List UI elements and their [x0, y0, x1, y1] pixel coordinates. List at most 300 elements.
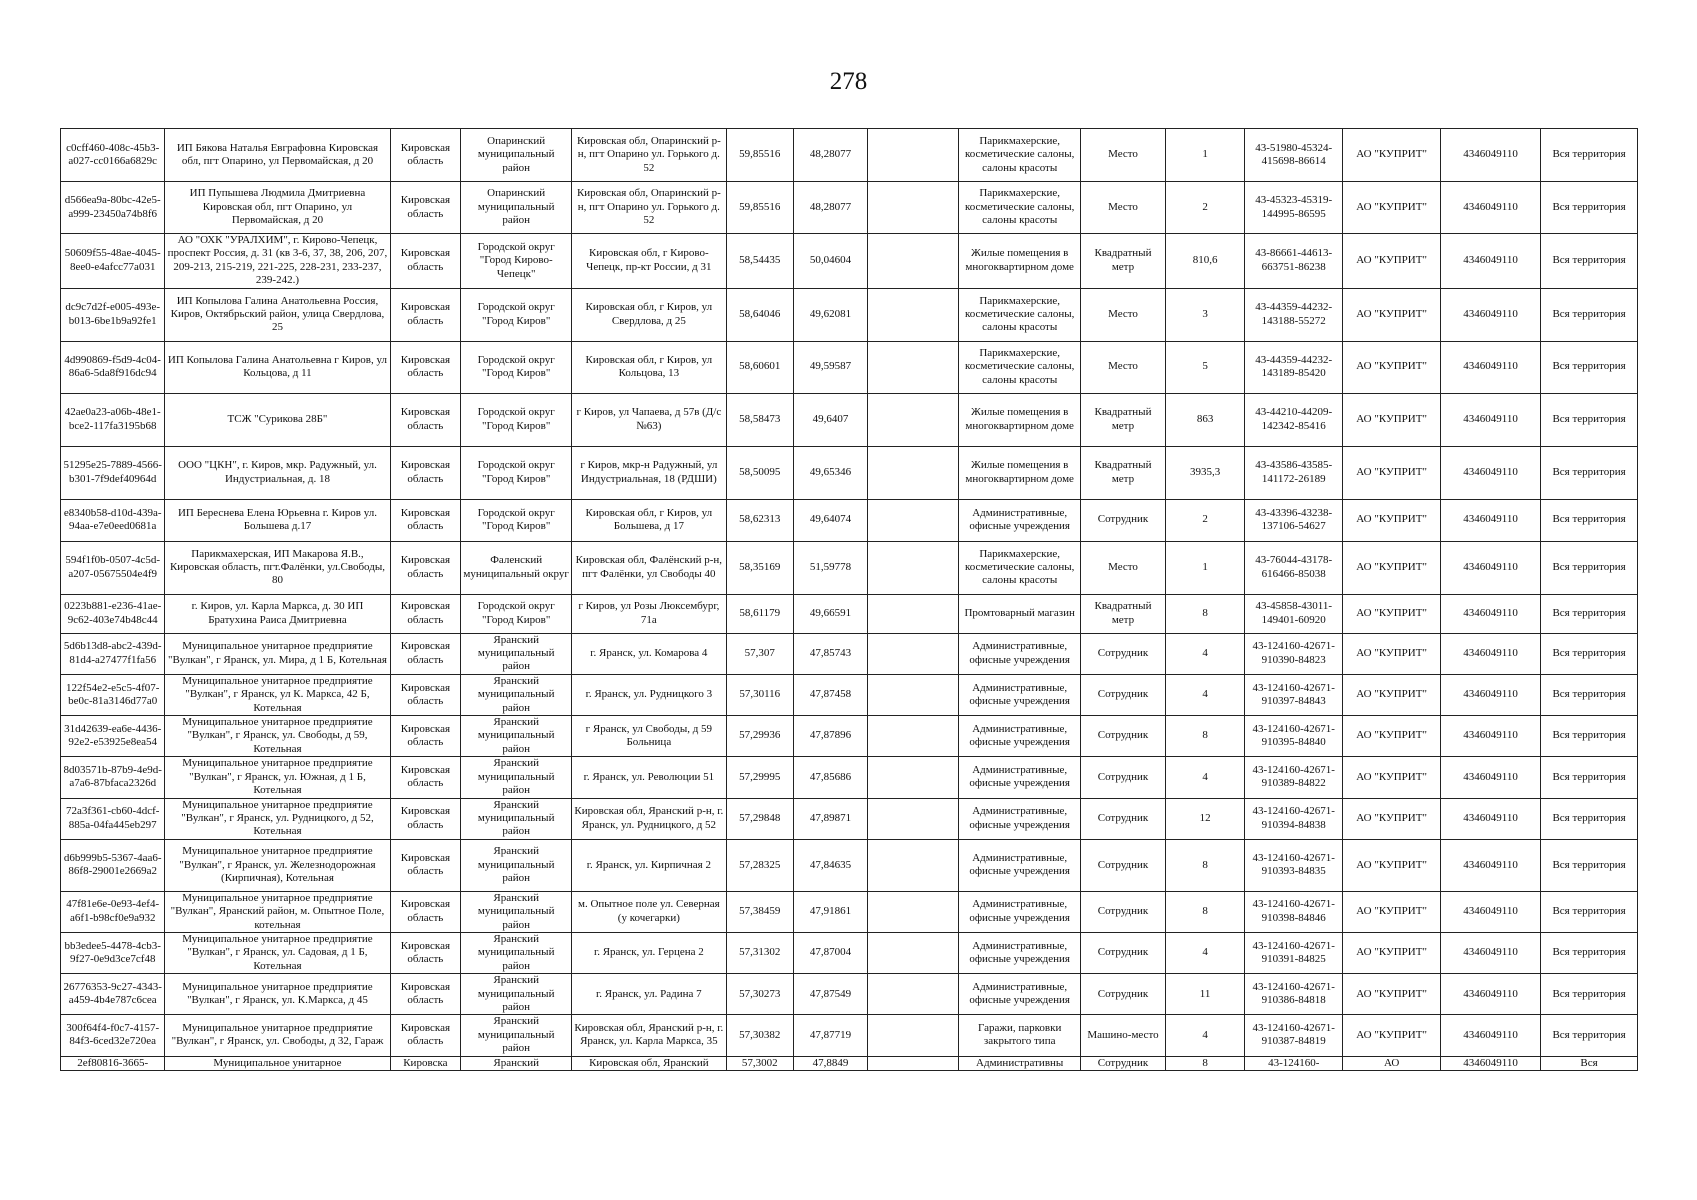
table-cell: 57,29848 [726, 798, 793, 839]
table-cell: 300f64f4-f0c7-4157-84f3-6ced32e720ea [61, 1015, 165, 1056]
table-cell [867, 288, 958, 341]
table-cell: Сотрудник [1081, 891, 1166, 932]
table-cell: 4346049110 [1441, 1056, 1541, 1070]
table-row [61, 633, 1638, 674]
table-cell: 43-51980-45324-415698-86614 [1245, 129, 1343, 182]
table-cell: Кировская обл, Яранский [572, 1056, 726, 1070]
table-cell: Кировская область [390, 288, 461, 341]
table-cell: Вся территория [1541, 341, 1638, 393]
table-cell: 43-124160-42671-910397-84843 [1245, 674, 1343, 715]
table-cell: Сотрудник [1081, 974, 1166, 1015]
table-cell: 4346049110 [1441, 129, 1541, 182]
table-cell: 59,85516 [726, 129, 793, 182]
table-cell: Сотрудник [1081, 674, 1166, 715]
table-cell: 43-44210-44209-142342-85416 [1245, 393, 1343, 446]
table-cell: 31d42639-ea6e-4436-92e2-e53925e8ea54 [61, 716, 165, 757]
table-cell: г. Яранск, ул. Рудницкого 3 [572, 674, 726, 715]
table-cell: Кировская обл, Фалёнский р-н, пгт Фалёнки, ул Свободы 40 [572, 541, 726, 594]
table-cell [867, 234, 958, 289]
table-row [61, 798, 1638, 839]
table-cell: Кировская область [390, 974, 461, 1015]
table-cell: 58,50095 [726, 446, 793, 499]
table-cell: Яранский [461, 1056, 572, 1070]
table-cell: Фаленский муниципальный округ [461, 541, 572, 594]
table-cell: АО "КУПРИТ" [1343, 891, 1441, 932]
table-cell: 47,89871 [793, 798, 867, 839]
table-cell: 4346049110 [1441, 288, 1541, 341]
table-row [61, 974, 1638, 1015]
table-cell: Вся территория [1541, 974, 1638, 1015]
table-cell: Вся территория [1541, 1015, 1638, 1056]
table-cell: 51295e25-7889-4566-b301-7f9def40964d [61, 446, 165, 499]
table-cell: 57,29936 [726, 716, 793, 757]
table-cell: 58,61179 [726, 594, 793, 633]
table-cell: 51,59778 [793, 541, 867, 594]
table-cell: 57,28325 [726, 839, 793, 891]
table-cell: 4346049110 [1441, 594, 1541, 633]
table-cell: Муниципальное унитарное предприятие "Вулкан", г Яранск, ул. Южная, д 1 Б, Котельная [165, 757, 390, 798]
table-cell: Парикмахерские, косметические салоны, салоны красоты [959, 182, 1081, 234]
table-cell: Городской округ "Город Киров" [461, 446, 572, 499]
table-cell: 43-124160-42671-910387-84819 [1245, 1015, 1343, 1056]
table-row [61, 499, 1638, 541]
table-cell: Вся территория [1541, 129, 1638, 182]
table-cell: 47,8849 [793, 1056, 867, 1070]
table-cell: Кировская обл, г Киров, ул Свердлова, д 25 [572, 288, 726, 341]
table-cell: Муниципальное унитарное предприятие "Вулкан", г Яранск, ул. Свободы, д 32, Гараж [165, 1015, 390, 1056]
table-cell: Кировская область [390, 234, 461, 289]
table-cell: Кировская область [390, 393, 461, 446]
table-cell: 3 [1165, 288, 1244, 341]
table-cell: г. Яранск, ул. Кирпичная 2 [572, 839, 726, 891]
table-cell: 49,59587 [793, 341, 867, 393]
table-cell: Кировская область [390, 446, 461, 499]
table-cell: Административны [959, 1056, 1081, 1070]
table-cell: 8 [1165, 839, 1244, 891]
table-cell: 11 [1165, 974, 1244, 1015]
table-cell: 4346049110 [1441, 234, 1541, 289]
registry-table-body [61, 129, 1638, 1071]
table-cell: 57,3002 [726, 1056, 793, 1070]
table-cell [867, 129, 958, 182]
table-cell [867, 541, 958, 594]
table-cell: Квадратный метр [1081, 393, 1166, 446]
registry-table [60, 128, 1638, 1071]
table-cell [867, 932, 958, 973]
table-cell: 4 [1165, 1015, 1244, 1056]
table-cell: Сотрудник [1081, 839, 1166, 891]
table-cell: АО "КУПРИТ" [1343, 839, 1441, 891]
table-cell: Кировская обл, Яранский р-н, г. Яранск, ул. Рудницкого, д 52 [572, 798, 726, 839]
table-row [61, 541, 1638, 594]
table-cell: e8340b58-d10d-439a-94aa-e7e0eed0681a [61, 499, 165, 541]
table-cell: 8d03571b-87b9-4e9d-a7a6-87bfaca2326d [61, 757, 165, 798]
table-cell: Городской округ "Город Кирово-Чепецк" [461, 234, 572, 289]
table-cell: Кировская область [390, 499, 461, 541]
table-cell: ИП Береснева Елена Юрьевна г. Киров ул. Большева д.17 [165, 499, 390, 541]
table-cell: Кировская область [390, 182, 461, 234]
table-cell: АО "КУПРИТ" [1343, 633, 1441, 674]
table-cell: АО "ОХК "УРАЛХИМ", г. Кирово-Чепецк, проспект Россия, д. 31 (кв 3-6, 37, 38, 206, 207, 209-213, 215-219, 221-225, 228-231, 233-237, 239-242.) [165, 234, 390, 289]
table-cell: Парикмахерские, косметические салоны, салоны красоты [959, 129, 1081, 182]
table-cell: Вся территория [1541, 798, 1638, 839]
table-cell: Кировская область [390, 341, 461, 393]
table-cell: АО "КУПРИТ" [1343, 341, 1441, 393]
table-cell: ТСЖ "Сурикова 28Б" [165, 393, 390, 446]
table-row [61, 594, 1638, 633]
table-cell: 49,6407 [793, 393, 867, 446]
table-cell: 58,58473 [726, 393, 793, 446]
table-cell: c0cff460-408c-45b3-a027-cc0166a6829c [61, 129, 165, 182]
table-cell: 57,30273 [726, 974, 793, 1015]
table-row [61, 1015, 1638, 1056]
table-cell: 4d990869-f5d9-4c04-86a6-5da8f916dc94 [61, 341, 165, 393]
table-cell: Яранский муниципальный район [461, 932, 572, 973]
table-cell: Вся территория [1541, 499, 1638, 541]
table-cell: Вся территория [1541, 891, 1638, 932]
table-cell: Кировская обл, Опаринский р-н, пгт Опарино ул. Горького д. 52 [572, 182, 726, 234]
table-cell [867, 182, 958, 234]
table-cell: Место [1081, 541, 1166, 594]
table-cell: 43-124160-42671-910391-84825 [1245, 932, 1343, 973]
table-cell: Кировская область [390, 757, 461, 798]
table-row [61, 234, 1638, 289]
table-row [61, 1056, 1638, 1070]
table-cell: 4346049110 [1441, 974, 1541, 1015]
table-cell: АО "КУПРИТ" [1343, 499, 1441, 541]
table-cell: Парикмахерские, косметические салоны, салоны красоты [959, 288, 1081, 341]
table-cell: г Яранск, ул Свободы, д 59 Больница [572, 716, 726, 757]
table-cell: 47,87004 [793, 932, 867, 973]
table-cell: 57,38459 [726, 891, 793, 932]
table-cell: Яранский муниципальный район [461, 891, 572, 932]
table-cell: Муниципальное унитарное предприятие "Вулкан", г Яранск, ул. Свободы, д 59, Котельная [165, 716, 390, 757]
table-cell: г Киров, ул Чапаева, д 57в (Д/с №63) [572, 393, 726, 446]
table-row [61, 182, 1638, 234]
table-cell [867, 674, 958, 715]
table-cell: 47,85686 [793, 757, 867, 798]
table-cell: 43-124160-42671-910395-84840 [1245, 716, 1343, 757]
table-cell: Вся территория [1541, 757, 1638, 798]
table-cell [867, 594, 958, 633]
table-cell: 5 [1165, 341, 1244, 393]
table-row [61, 393, 1638, 446]
table-cell: Место [1081, 288, 1166, 341]
table-row [61, 839, 1638, 891]
table-cell: 4 [1165, 633, 1244, 674]
table-cell: Кировская обл, г Кирово-Чепецк, пр-кт России, д 31 [572, 234, 726, 289]
table-cell: 58,62313 [726, 499, 793, 541]
table-row [61, 341, 1638, 393]
table-cell: 47,91861 [793, 891, 867, 932]
table-cell: АО "КУПРИТ" [1343, 129, 1441, 182]
table-cell: 43-124160-42671-910393-84835 [1245, 839, 1343, 891]
table-cell: 26776353-9c27-4343-a459-4b4e787c6cea [61, 974, 165, 1015]
table-cell: Жилые помещения в многоквартирном доме [959, 446, 1081, 499]
table-cell: 47,87719 [793, 1015, 867, 1056]
table-cell: Место [1081, 129, 1166, 182]
table-cell: 4346049110 [1441, 839, 1541, 891]
table-cell: 4346049110 [1441, 182, 1541, 234]
table-cell: 47,87896 [793, 716, 867, 757]
table-cell: АО [1343, 1056, 1441, 1070]
table-cell: Кировская область [390, 541, 461, 594]
table-cell: Городской округ "Город Киров" [461, 594, 572, 633]
table-cell: 43-86661-44613-663751-86238 [1245, 234, 1343, 289]
table-cell: 594f1f0b-0507-4c5d-a207-05675504e4f9 [61, 541, 165, 594]
table-cell: АО "КУПРИТ" [1343, 798, 1441, 839]
table-cell: Кировская область [390, 594, 461, 633]
table-cell: Гаражи, парковки закрытого типа [959, 1015, 1081, 1056]
table-cell: Муниципальное унитарное [165, 1056, 390, 1070]
table-cell: 48,28077 [793, 129, 867, 182]
table-cell: Парикмахерские, косметические салоны, салоны красоты [959, 341, 1081, 393]
table-cell: Опаринский муниципальный район [461, 182, 572, 234]
table-row [61, 716, 1638, 757]
table-cell [867, 974, 958, 1015]
table-cell: Вся территория [1541, 234, 1638, 289]
table-cell: 58,60601 [726, 341, 793, 393]
table-cell [867, 716, 958, 757]
table-cell: Кировская область [390, 798, 461, 839]
table-cell: Административные, офисные учреждения [959, 757, 1081, 798]
table-cell: Опаринский муниципальный район [461, 129, 572, 182]
table-cell: Городской округ "Город Киров" [461, 393, 572, 446]
table-cell: Муниципальное унитарное предприятие "Вулкан", г Яранск, ул. Рудницкого, д 52, Котельная [165, 798, 390, 839]
table-cell: Кировская область [390, 716, 461, 757]
table-cell: 43-44359-44232-143189-85420 [1245, 341, 1343, 393]
table-cell [867, 341, 958, 393]
table-row [61, 129, 1638, 182]
table-cell: 57,29995 [726, 757, 793, 798]
table-cell: Сотрудник [1081, 932, 1166, 973]
table-cell: Яранский муниципальный район [461, 716, 572, 757]
table-cell: 4346049110 [1441, 674, 1541, 715]
table-cell: 47,87549 [793, 974, 867, 1015]
table-cell: 43-124160-42671-910386-84818 [1245, 974, 1343, 1015]
table-cell: Кировская область [390, 1015, 461, 1056]
table-cell: 49,65346 [793, 446, 867, 499]
table-cell: Яранский муниципальный район [461, 633, 572, 674]
table-cell: 47,87458 [793, 674, 867, 715]
table-cell: Вся территория [1541, 446, 1638, 499]
table-cell: 72a3f361-cb60-4dcf-885a-04fa445eb297 [61, 798, 165, 839]
table-cell: 4346049110 [1441, 891, 1541, 932]
table-cell: Квадратный метр [1081, 446, 1166, 499]
table-cell: 810,6 [1165, 234, 1244, 289]
table-cell: 50609f55-48ae-4045-8ee0-e4afcc77a031 [61, 234, 165, 289]
table-cell: 2ef80816-3665- [61, 1056, 165, 1070]
table-cell: 43-76044-43178-616466-85038 [1245, 541, 1343, 594]
table-cell: Кировская область [390, 633, 461, 674]
table-cell: 43-124160-42671-910389-84822 [1245, 757, 1343, 798]
table-cell: Место [1081, 182, 1166, 234]
table-cell: Вся [1541, 1056, 1638, 1070]
table-cell: 58,54435 [726, 234, 793, 289]
table-cell: 43-45323-45319-144995-86595 [1245, 182, 1343, 234]
table-cell: г. Яранск, ул. Комарова 4 [572, 633, 726, 674]
table-cell: 43-45858-43011-149401-60920 [1245, 594, 1343, 633]
table-cell: 42ae0a23-a06b-48e1-bce2-117fa3195b68 [61, 393, 165, 446]
table-cell: Кировская область [390, 932, 461, 973]
table-cell: Административные, офисные учреждения [959, 716, 1081, 757]
table-cell: Квадратный метр [1081, 594, 1166, 633]
table-cell: АО "КУПРИТ" [1343, 716, 1441, 757]
table-cell: Городской округ "Город Киров" [461, 288, 572, 341]
table-cell: г Киров, мкр-н Радужный, ул Индустриальная, 18 (РДШИ) [572, 446, 726, 499]
table-cell: Кировская область [390, 891, 461, 932]
table-cell: Вся территория [1541, 288, 1638, 341]
table-cell: Яранский муниципальный район [461, 798, 572, 839]
table-cell: АО "КУПРИТ" [1343, 674, 1441, 715]
table-cell: АО "КУПРИТ" [1343, 234, 1441, 289]
table-cell: 49,62081 [793, 288, 867, 341]
table-cell: 4 [1165, 674, 1244, 715]
table-cell: 3935,3 [1165, 446, 1244, 499]
table-cell: 4 [1165, 757, 1244, 798]
table-cell: Яранский муниципальный район [461, 974, 572, 1015]
table-cell: 1 [1165, 129, 1244, 182]
table-cell: Административные, офисные учреждения [959, 891, 1081, 932]
table-cell: Парикмахерская, ИП Макарова Я.В., Кировская область, пгт.Фалёнки, ул.Свободы, 80 [165, 541, 390, 594]
table-cell: Сотрудник [1081, 757, 1166, 798]
table-cell: Административные, офисные учреждения [959, 839, 1081, 891]
table-cell: 50,04604 [793, 234, 867, 289]
table-cell: 2 [1165, 499, 1244, 541]
table-cell [867, 1015, 958, 1056]
table-cell: 57,30382 [726, 1015, 793, 1056]
table-cell: Муниципальное унитарное предприятие "Вулкан", г Яранск, ул. Железнодорожная (Кирпичная), Котельная [165, 839, 390, 891]
table-cell: 4346049110 [1441, 633, 1541, 674]
table-cell [867, 393, 958, 446]
table-cell: 4346049110 [1441, 757, 1541, 798]
table-cell: 57,30116 [726, 674, 793, 715]
table-cell: d566ea9a-80bc-42e5-a999-23450a74b8f6 [61, 182, 165, 234]
table-cell: Кировская область [390, 129, 461, 182]
table-row [61, 446, 1638, 499]
table-cell: Административные, офисные учреждения [959, 633, 1081, 674]
table-cell: 4 [1165, 932, 1244, 973]
table-cell: 43-43396-43238-137106-54627 [1245, 499, 1343, 541]
table-cell: Парикмахерские, косметические салоны, салоны красоты [959, 541, 1081, 594]
table-cell: Жилые помещения в многоквартирном доме [959, 234, 1081, 289]
table-cell: г. Яранск, ул. Революции 51 [572, 757, 726, 798]
table-cell: АО "КУПРИТ" [1343, 594, 1441, 633]
table-cell: 48,28077 [793, 182, 867, 234]
table-cell: 49,66591 [793, 594, 867, 633]
table-cell: Муниципальное унитарное предприятие "Вулкан", г Яранск, ул. Мира, д 1 Б, Котельная [165, 633, 390, 674]
table-cell: Вся территория [1541, 594, 1638, 633]
table-cell: Городской округ "Город Киров" [461, 341, 572, 393]
table-cell: 8 [1165, 594, 1244, 633]
table-cell: Сотрудник [1081, 633, 1166, 674]
table-cell: Вся территория [1541, 932, 1638, 973]
table-cell [867, 1056, 958, 1070]
table-cell: Вся территория [1541, 633, 1638, 674]
table-cell: АО "КУПРИТ" [1343, 541, 1441, 594]
table-cell: 2 [1165, 182, 1244, 234]
table-cell: Сотрудник [1081, 716, 1166, 757]
table-cell: ИП Копылова Галина Анатольевна г Киров, ул Кольцова, д 11 [165, 341, 390, 393]
table-cell: Кировская обл, Опаринский р-н, пгт Опарино ул. Горького д. 52 [572, 129, 726, 182]
table-cell: Вся территория [1541, 393, 1638, 446]
table-cell: АО "КУПРИТ" [1343, 182, 1441, 234]
table-cell: Машино-место [1081, 1015, 1166, 1056]
table-cell: Муниципальное унитарное предприятие "Вулкан", г Яранск, ул К. Маркса, 42 Б, Котельная [165, 674, 390, 715]
table-cell: bb3edee5-4478-4cb3-9f27-0e9d3ce7cf48 [61, 932, 165, 973]
table-cell [867, 798, 958, 839]
table-cell: Яранский муниципальный район [461, 1015, 572, 1056]
table-cell: Сотрудник [1081, 798, 1166, 839]
table-cell: 4346049110 [1441, 798, 1541, 839]
table-cell: Жилые помещения в многоквартирном доме [959, 393, 1081, 446]
table-cell: 8 [1165, 716, 1244, 757]
table-cell: 49,64074 [793, 499, 867, 541]
table-cell: Кировская обл, г Киров, ул Большева, д 17 [572, 499, 726, 541]
table-cell: 4346049110 [1441, 393, 1541, 446]
table-cell: Вся территория [1541, 182, 1638, 234]
table-cell: Сотрудник [1081, 1056, 1166, 1070]
table-cell: 57,307 [726, 633, 793, 674]
table-cell: Вся территория [1541, 674, 1638, 715]
table-cell: 4346049110 [1441, 716, 1541, 757]
table-row [61, 891, 1638, 932]
table-cell: ИП Копылова Галина Анатольевна Россия, Киров, Октябрьский район, улица Свердлова, 25 [165, 288, 390, 341]
table-cell [867, 839, 958, 891]
table-cell: г. Яранск, ул. Радина 7 [572, 974, 726, 1015]
table-cell: d6b999b5-5367-4aa6-86f8-29001e2669a2 [61, 839, 165, 891]
table-cell: dc9c7d2f-e005-493e-b013-6be1b9a92fe1 [61, 288, 165, 341]
table-row [61, 288, 1638, 341]
table-cell: Городской округ "Город Киров" [461, 499, 572, 541]
table-cell [867, 633, 958, 674]
table-cell: Административные, офисные учреждения [959, 974, 1081, 1015]
table-cell: Кировская обл, г Киров, ул Кольцова, 13 [572, 341, 726, 393]
table-cell: Муниципальное унитарное предприятие "Вулкан", г Яранск, ул. К.Маркса, д 45 [165, 974, 390, 1015]
table-cell: Квадратный метр [1081, 234, 1166, 289]
table-cell: 58,35169 [726, 541, 793, 594]
table-cell [867, 499, 958, 541]
table-cell: 43-44359-44232-143188-55272 [1245, 288, 1343, 341]
table-cell: 8 [1165, 891, 1244, 932]
table-cell: Кировская обл, Яранский р-н, г. Яранск, ул. Карла Маркса, 35 [572, 1015, 726, 1056]
table-cell: Вся территория [1541, 839, 1638, 891]
table-cell [867, 891, 958, 932]
table-cell: м. Опытное поле ул. Северная (у кочегарки) [572, 891, 726, 932]
table-cell: Вся территория [1541, 716, 1638, 757]
table-cell: 57,31302 [726, 932, 793, 973]
table-cell: ИП Бякова Наталья Евграфовна Кировская обл, пгт Опарино, ул Первомайская, д 20 [165, 129, 390, 182]
table-cell: Административные, офисные учреждения [959, 674, 1081, 715]
table-cell: 4346049110 [1441, 341, 1541, 393]
table-cell: Место [1081, 341, 1166, 393]
table-cell: Яранский муниципальный район [461, 839, 572, 891]
table-cell: 43-43586-43585-141172-26189 [1245, 446, 1343, 499]
table-cell: Промтоварный магазин [959, 594, 1081, 633]
table-cell: 43-124160-42671-910390-84823 [1245, 633, 1343, 674]
table-cell: Сотрудник [1081, 499, 1166, 541]
table-cell: 43-124160-42671-910394-84838 [1245, 798, 1343, 839]
table-cell: 1 [1165, 541, 1244, 594]
table-cell: Административные, офисные учреждения [959, 499, 1081, 541]
page-number: 278 [829, 68, 868, 95]
table-cell: ООО "ЦКН", г. Киров, мкр. Радужный, ул. Индустриальная, д. 18 [165, 446, 390, 499]
table-cell: 4346049110 [1441, 541, 1541, 594]
table-cell: АО "КУПРИТ" [1343, 932, 1441, 973]
table-cell: 43-124160- [1245, 1056, 1343, 1070]
table-cell: 43-124160-42671-910398-84846 [1245, 891, 1343, 932]
table-cell: 863 [1165, 393, 1244, 446]
